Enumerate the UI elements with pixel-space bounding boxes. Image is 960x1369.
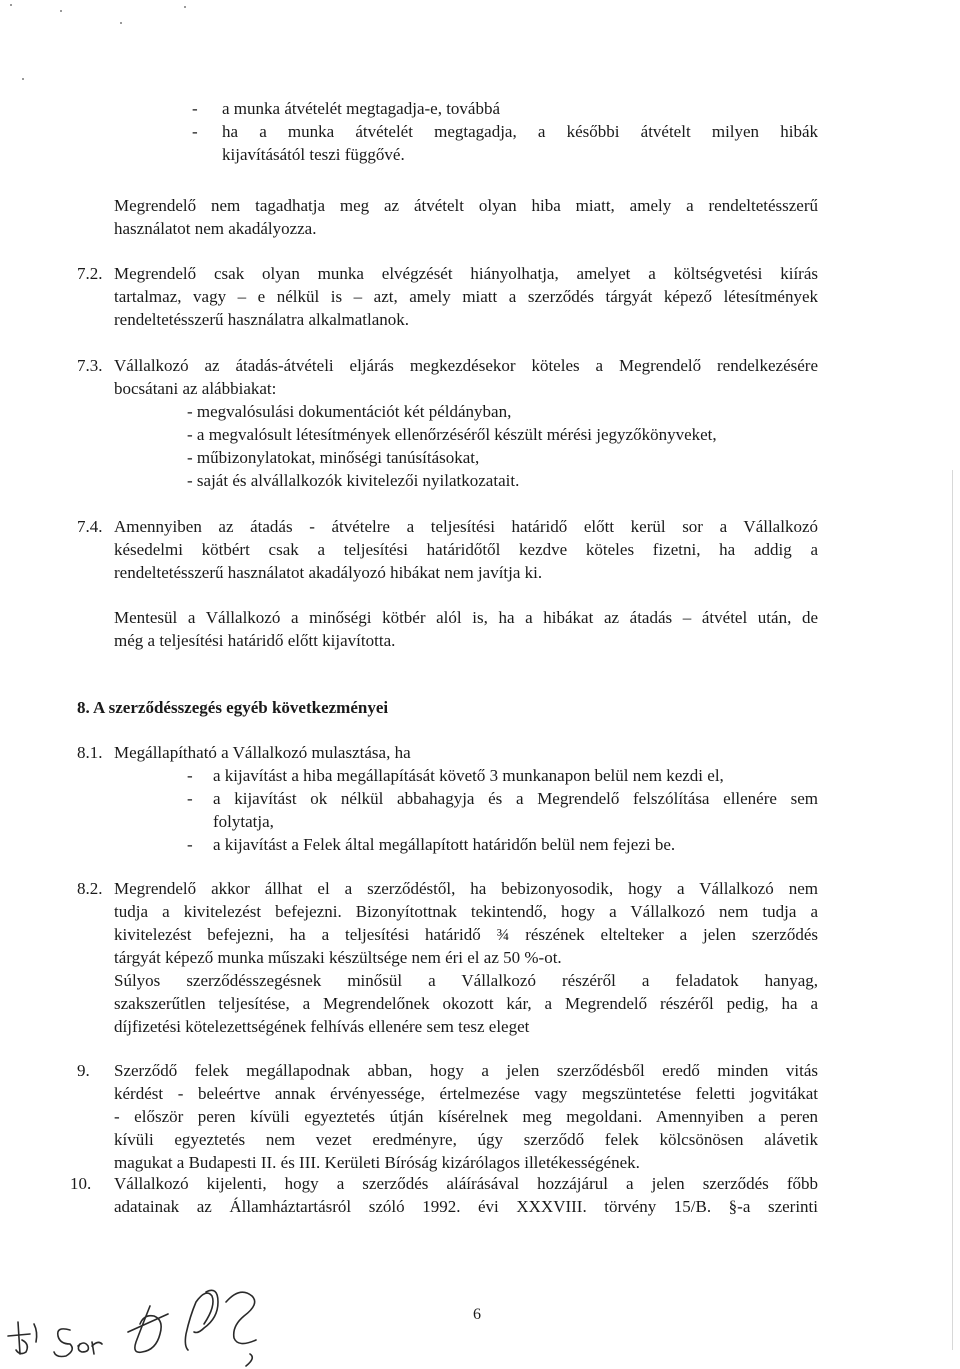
section-9: Szerződő felek megállapodnak abban, hogy a jelen szerződésből eredő minden vitás kérdést - beleértve annak érvényessége, értelmezése vagy megszüntetése feletti jogvitákat - először peren kívüli egyeztetés útján kísérelnek meg megoldani. Amennyiben a peren kívüli egyeztetés nem vezet eredményre, úgy szerződő felek kölcsönösen alávetik magukat a Budapesti II. és III. Kerületi Bíróság kizárólagos illetékességének. (114, 1061, 818, 1172)
section-8-2: Megrendelő akkor állhat el a szerződéstől, ha bebizonyosodik, hogy a Vállalkozó nem tudja a kivitelezést befejezni. Bizonyítottnak tekintendő, hogy a Vállalkozó nem tudja a kivitelezést befejezni, ha a teljesítési határidő ¾ részének eltelteker a jelen szerződés tárgyát képező munka műszaki készültsége nem éri el az 50 %-ot. Súlyos szerződésszegésnek minősül a Vállalkozó részéről a feladatok hanyag, szakszerűtlen teljesítése, a Megrendelőnek okozott kár, a Megrendelő részéről pedig, ha a díjfizetési kötelezettségének felhívás ellenére sem tesz eleget (114, 879, 818, 1036)
section-7-3-list (187, 400, 717, 492)
section-10: Vállalkozó kijelenti, hogy a szerződés aláírásával hozzájárul a jelen szerződés főbb adatainak az Államháztartásról szóló 1992. évi XXXVIII. törvény 15/B. §-a szerinti (114, 1174, 818, 1216)
list-item: - műbizonylatokat, minőségi tanúsításokat, (187, 448, 480, 467)
list-item: - megvalósulási dokumentációt két példányban, (187, 402, 512, 421)
section-7-4-paragraph-2: Mentesül a Vállalkozó a minőségi kötbér alól is, ha a hibákat az átadás – átvétel után, de még a teljesítési határidő előtt kijavította. (114, 608, 818, 650)
list-item: - ha a munka átvételét megtagadja, a későbbi átvételt milyen hibák (192, 122, 818, 141)
top-dash-list: - a munka átvételét megtagadja-e, továbbá - ha a munka átvételét megtagadja, a későbbi átvételt milyen hibák kijavításától teszi függővé. (192, 99, 818, 164)
section-7-4: Amennyiben az átadás - átvételre a teljesítési határidő előtt kerül sor a Vállalkozó késedelmi kötbért csak a teljesítési határidőtől kezdve köteles fizetni, ha addig a rendeltetésszerű használatot akadályozó hibákat nem javítja ki. (114, 517, 818, 582)
section-heading: 8. A szerződésszegés egyéb következményei (77, 698, 389, 717)
section-number: 8.1. (77, 743, 103, 762)
list-item: - a megvalósult létesítmények ellenőrzéséről készült mérési jegyzőkönyveket, (187, 425, 717, 444)
section-7-3: Vállalkozó az átadás-átvételi eljárás megkezdésekor köteles a Megrendelő rendelkezésére bocsátani az alábbiakat: (114, 356, 818, 398)
list-item: - saját és alvállalkozók kivitelezői nyilatkozatait. (187, 471, 520, 490)
section-number: 10. (70, 1174, 92, 1193)
list-item: - a kijavítást a Felek által megállapított határidőn belül nem fejezi be. (187, 835, 676, 854)
section-8-1-list: - a kijavítást a hiba megállapítását követő 3 munkanapon belül nem kezdi el, - a kijavítást ok nélkül abbahagyja és a Megrendelő felszólítása ellenére sem folytatja, - a kijavítást a Felek által megállapított határidőn belül nem fejezi be. (187, 766, 818, 854)
list-item: - a kijavítást ok nélkül abbahagyja és a Megrendelő felszólítása ellenére sem (187, 789, 818, 808)
section-number: 7.2. (77, 264, 103, 283)
page-number: 6 (473, 1306, 481, 1323)
section-8-1-intro: Megállapítható a Vállalkozó mulasztása, ha (114, 743, 411, 762)
list-item: - a munka átvételét megtagadja-e, továbbá (192, 99, 501, 118)
section-number: 9. (77, 1061, 90, 1080)
section-number: 8.2. (77, 879, 103, 898)
handwritten-initials (0, 1262, 320, 1369)
section-number: 7.4. (77, 517, 103, 536)
paragraph-refuse: Megrendelő nem tagadhatja meg az átvételt olyan hiba miatt, amely a rendeltetésszerű használatot nem akadályozza. (114, 196, 818, 238)
list-item: - a kijavítást a hiba megállapítását követő 3 munkanapon belül nem kezdi el, (187, 766, 724, 785)
section-7-2: Megrendelő csak olyan munka elvégzését hiányolhatja, amelyet a költségvetési kiírás tartalmaz, vagy – e nélkül is – azt, amely miatt a szerződés tárgyát képező létesítmények rendeltetésszerű használatra alkalmatlanok. (114, 264, 818, 329)
scan-margin-line (952, 470, 953, 1350)
section-number: 7.3. (77, 356, 103, 375)
